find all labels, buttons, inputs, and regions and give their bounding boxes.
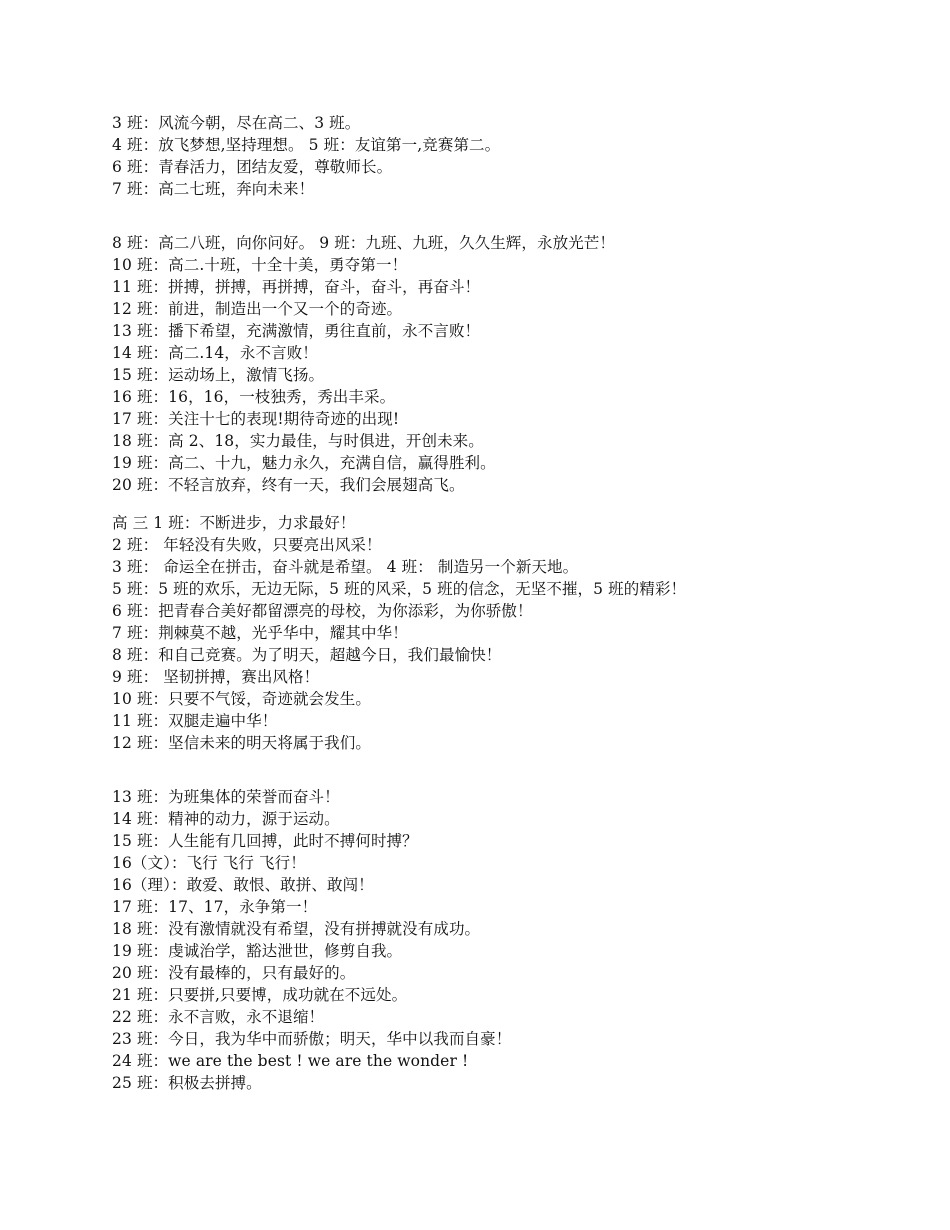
slogan-line: 9 班： 坚韧拼搏，赛出风格！	[112, 668, 320, 686]
section-grade2-part1	[112, 112, 872, 200]
spacer	[112, 754, 872, 786]
slogan-line: 10 班：只要不气馁，奇迹就会发生。	[112, 690, 371, 708]
slogan-line: 18 班：高 2、18，实力最佳，与时俱进，开创未来。	[112, 432, 484, 450]
slogan-line: 15 班：人生能有几回搏，此时不搏何时搏？	[112, 832, 418, 850]
slogan-line: 19 班：虔诚治学，豁达泄世，修剪自我。	[112, 942, 403, 960]
slogan-line: 11 班：拼搏，拼搏，再拼搏，奋斗，奋斗，再奋斗！	[112, 278, 481, 296]
slogan-line: 高 三 1 班：不断进步，力求最好！	[112, 514, 356, 532]
spacer	[112, 496, 872, 512]
slogan-line: 3 班： 命运全在拼击，奋斗就是希望。 4 班： 制造另一个新天地。	[112, 558, 579, 576]
slogan-line: 3 班：风流今朝，尽在高二、3 班。	[112, 114, 361, 132]
slogan-line: 13 班：为班集体的荣誉而奋斗！	[112, 788, 340, 806]
slogan-line: 7 班：荆棘莫不越，光乎华中，耀其中华！	[112, 624, 408, 642]
slogan-line: 7 班：高二七班，奔向未来！	[112, 180, 315, 198]
slogan-line: 15 班：运动场上，激情飞扬。	[112, 366, 325, 384]
slogan-line: 10 班：高二.十班，十全十美，勇夺第一！	[112, 256, 408, 274]
slogan-line: 11 班：双腿走遍中华！	[112, 712, 278, 730]
slogan-line: 8 班：高二八班，向你问好。 9 班：九班、九班，久久生辉，永放光芒！	[112, 234, 616, 252]
slogan-line: 6 班：青春活力，团结友爱，尊敬师长。	[112, 158, 393, 176]
section-grade3-part1	[112, 512, 872, 754]
slogan-line: 2 班： 年轻没有失败，只要亮出风采！	[112, 536, 382, 554]
slogan-line: 22 班：永不言败，永不退缩！	[112, 1008, 325, 1026]
section-grade3-part2	[112, 786, 872, 1094]
spacer	[112, 200, 872, 232]
slogan-line: 21 班：只要拼,只要博，成功就在不远处。	[112, 986, 408, 1004]
slogan-line: 14 班：高二.14，永不言败！	[112, 344, 318, 362]
slogan-line: 19 班：高二、十九，魅力永久，充满自信，赢得胜利。	[112, 454, 496, 472]
slogan-line: 20 班：不轻言放弃，终有一天，我们会展翅高飞。	[112, 476, 465, 494]
slogan-line: 18 班：没有激情就没有希望，没有拼搏就没有成功。	[112, 920, 481, 938]
slogan-line: 6 班：把青春合美好都留漂亮的母校，为你添彩，为你骄傲！	[112, 602, 533, 620]
slogan-line: 4 班：放飞梦想,坚持理想。 5 班：友谊第一,竞赛第二。	[112, 136, 501, 154]
document-page	[112, 112, 872, 1094]
slogan-line: 14 班：精神的动力，源于运动。	[112, 810, 340, 828]
slogan-line: 12 班：前进，制造出一个又一个的奇迹。	[112, 300, 403, 318]
slogan-line: 16（理）：敢爱、敢恨、敢拼、敢闯！	[112, 876, 374, 894]
slogan-line: 23 班：今日，我为华中而骄傲；明天，华中以我而自豪！	[112, 1030, 512, 1048]
slogan-line: 20 班：没有最棒的，只有最好的。	[112, 964, 356, 982]
slogan-line: 5 班：5 班的欢乐，无边无际，5 班的风采，5 班的信念，无坚不摧，5 班的精彩！	[112, 580, 687, 598]
section-grade2-part2	[112, 232, 872, 496]
slogan-line: 16（文）：飞行 飞行 飞行！	[112, 854, 306, 872]
slogan-line: 24 班：we are the best ! we are the wonder !	[112, 1052, 469, 1070]
slogan-line: 25 班：积极去拼搏。	[112, 1074, 262, 1092]
slogan-line: 17 班：关注十七的表现!期待奇迹的出现!	[112, 410, 400, 428]
slogan-line: 8 班：和自己竞赛。为了明天，超越今日，我们最愉快！	[112, 646, 502, 664]
slogan-line: 12 班：坚信未来的明天将属于我们。	[112, 734, 371, 752]
slogan-line: 16 班：16，16，一枝独秀，秀出丰采。	[112, 388, 396, 406]
slogan-line: 13 班：播下希望，充满激情，勇往直前，永不言败！	[112, 322, 481, 340]
slogan-line: 17 班：17、17，永争第一！	[112, 898, 318, 916]
